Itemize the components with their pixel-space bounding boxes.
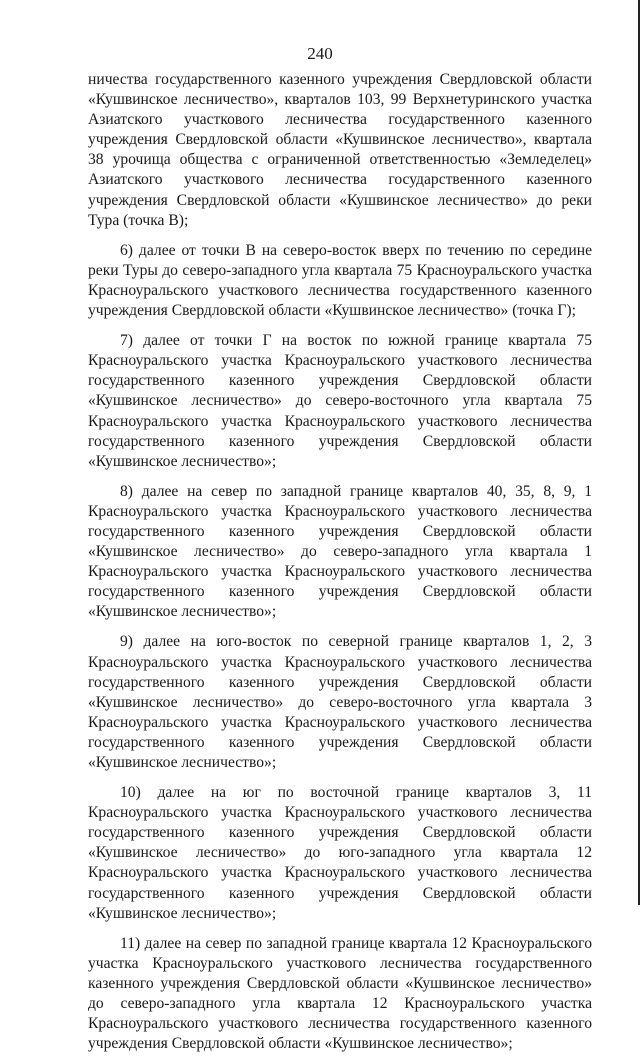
paragraph-item-6: 6) далее от точки В на северо-восток вверх по течению по середине реки Туры до северо-западного угла квартала 75 Красноуральского участка Красноуральского участкового лесничества государственного казенного учреждения Свердловской области «Кушвинское лесничество» (точка Г);	[88, 241, 592, 320]
paragraph-item-8: 8) далее на север по западной границе кварталов 40, 35, 8, 9, 1 Красноуральского участка Красноуральского участкового лесничества государственного казенного учреждения Свердловской области «Кушвинское лесничество» до северо-западного угла квартала 1 Красноуральского участка Красноуральского участкового лесничества государственного казенного учреждения Свердловской области «Кушвинское лесничество»;	[88, 482, 592, 621]
paragraph-item-11: 11) далее на север по западной границе квартала 12 Красноуральского участка Красноуральского участкового лесничества государственного казенного учреждения Свердловской области «Кушвинское лесничество» до северо-западного угла квартала 12 Красноуральского участка Красноуральского участкового лесничества государственного казенного учреждения Свердловской области «Кушвинское лесничество»;	[88, 934, 592, 1053]
page-number: 240	[307, 44, 333, 63]
paragraph-continuation: ничества государственного казенного учреждения Свердловской области «Кушвинское лесничество», кварталов 103, 99 Верхнетуринского участка Азиатского участкового лесничества государственного казенного учреждения Свердловской области «Кушвинское лесничество», квартала 38 урочища общества с ограниченной ответственностью «Земледелец» Азиатского участкового лесничества государственного казенного учреждения Свердловской области «Кушвинское лесничество» до реки Тура (точка В);	[88, 71, 592, 229]
paragraph-item-7: 7) далее от точки Г на восток по южной границе квартала 75 Красноуральского участка Красноуральского участкового лесничества государственного казенного учреждения Свердловской области «Кушвинское лесничество» до северо-восточного угла квартала 75 Красноуральского участка Красноуральского участкового лесничества государственного казенного учреждения Свердловской области «Кушвинское лесничество»;	[88, 332, 592, 470]
paragraph-item-9: 9) далее на юго-восток по северной границе кварталов 1, 2, 3 Красноуральского участка Красноуральского участкового лесничества государственного казенного учреждения Свердловской области «Кушвинское лесничество» до северо-восточного угла квартала 3 Красноуральского участка Красноуральского участкового лесничества государственного казенного учреждения Свердловской области «Кушвинское лесничество»;	[88, 633, 592, 771]
paragraph-item-10: 10) далее на юг по восточной границе кварталов 3, 11 Красноуральского участка Красноуральского участкового лесничества государственного казенного учреждения Свердловской области «Кушвинское лесничество» до юго-западного угла квартала 12 Красноуральского участка Красноуральского участкового лесничества государственного казенного учреждения Свердловской области «Кушвинское лесничество»;	[88, 784, 592, 922]
document-body	[88, 70, 592, 1064]
